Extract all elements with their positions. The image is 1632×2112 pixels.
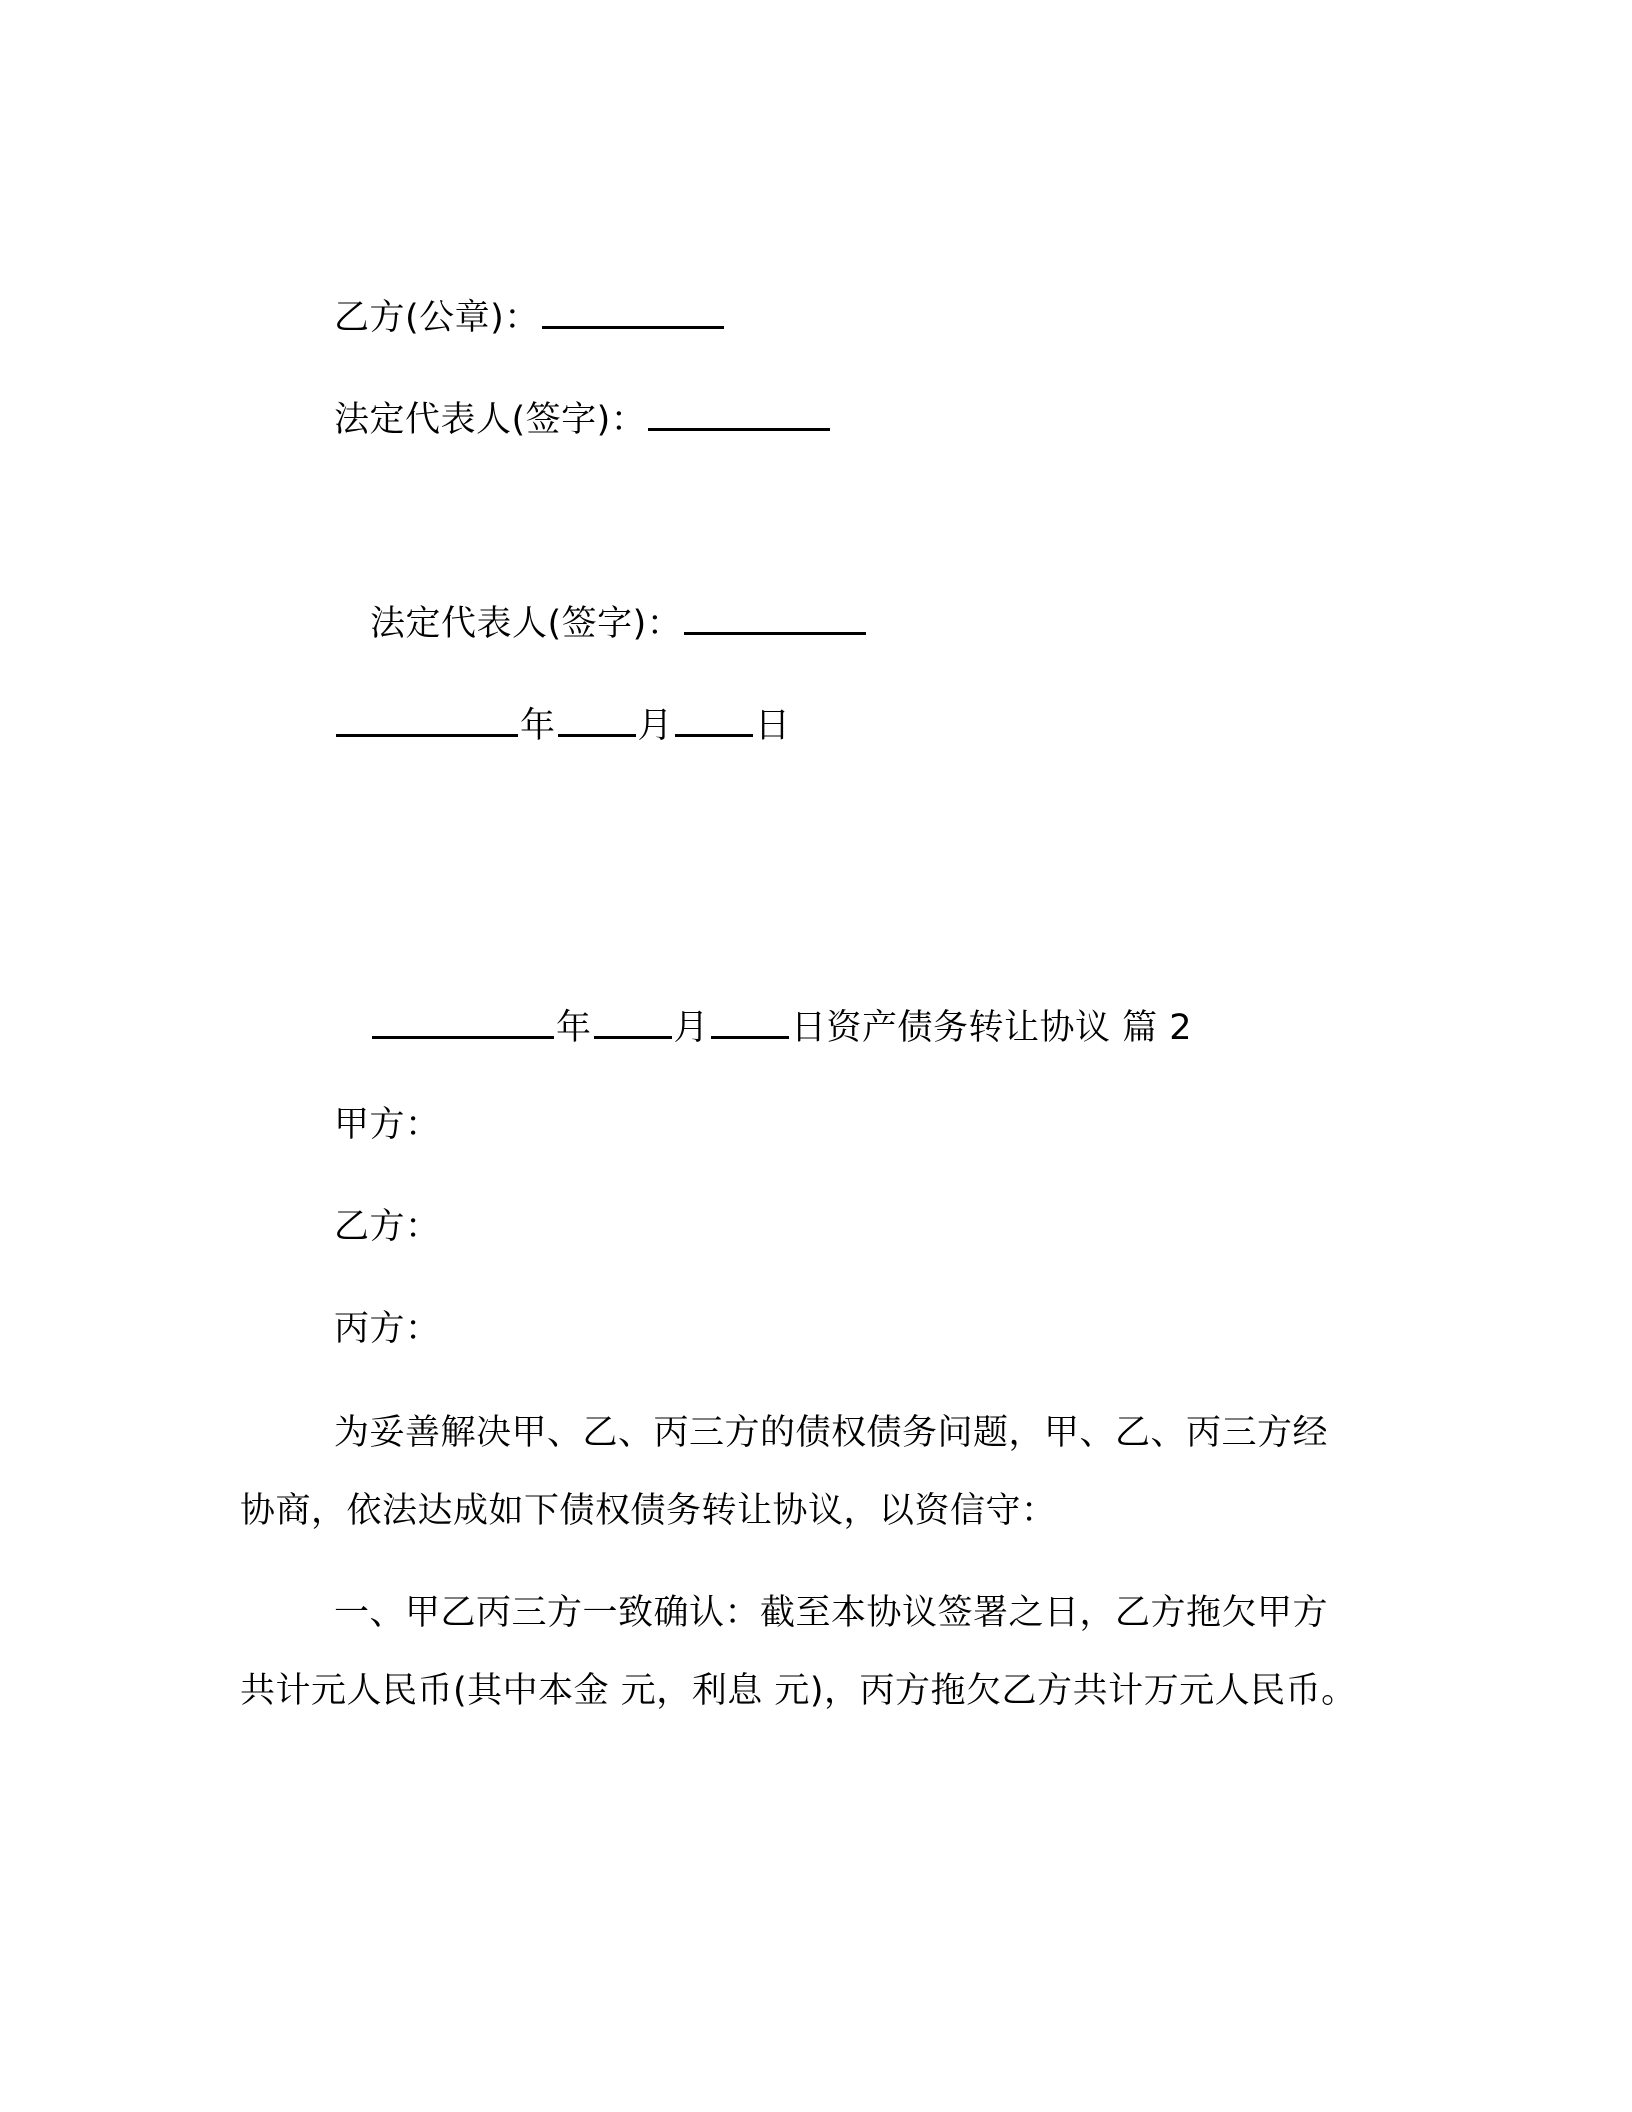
title-year-blank[interactable] (372, 1006, 554, 1039)
date-year-blank[interactable] (336, 704, 518, 737)
legal-rep-blank-2[interactable] (684, 602, 866, 635)
party-a-label: 甲方： (334, 1105, 441, 1145)
party-b-seal-blank[interactable] (542, 296, 724, 329)
legal-rep-blank-1[interactable] (648, 398, 830, 431)
title-month-blank[interactable] (594, 1006, 672, 1039)
preamble-text-1: 为妥善解决甲、乙、丙三方的债权债务问题，甲、乙、丙三方经 (334, 1413, 1329, 1453)
party-c-line (334, 1309, 441, 1349)
preamble-text-2: 协商，依法达成如下债权债务转让协议，以资信守： (240, 1491, 1057, 1531)
title-text: 日资产债务转让协议 篇 2 (791, 1008, 1193, 1048)
date-day-label: 日 (755, 706, 791, 746)
clause-1-line-2 (240, 1671, 1357, 1711)
legal-rep-signature-line-2 (370, 602, 868, 642)
date-day-blank[interactable] (675, 704, 753, 737)
party-b-line (334, 1207, 441, 1247)
legal-rep-signature-line-1 (334, 398, 832, 438)
title-month-label: 月 (673, 1008, 710, 1048)
date-year-label: 年 (520, 706, 556, 746)
party-b-seal-label: 乙方(公章)： (334, 298, 540, 338)
signature-date-line (334, 704, 791, 744)
party-b-seal-line (334, 296, 726, 336)
preamble-line-2 (240, 1491, 1057, 1531)
preamble-line-1 (334, 1413, 1329, 1453)
date-month-blank[interactable] (558, 704, 636, 737)
legal-rep-label-1: 法定代表人(签字)： (334, 400, 647, 440)
party-b-label: 乙方： (334, 1207, 441, 1247)
date-month-label: 月 (637, 706, 674, 746)
party-a-line (334, 1105, 441, 1145)
title-day-blank[interactable] (711, 1006, 789, 1039)
title-year-label: 年 (556, 1008, 592, 1048)
clause-1-line-1 (334, 1593, 1329, 1633)
clause-1-text-1: 一、甲乙丙三方一致确认：截至本协议签署之日，乙方拖欠甲方 (334, 1593, 1329, 1633)
legal-rep-label-2: 法定代表人(签字)： (370, 604, 683, 644)
party-c-label: 丙方： (334, 1309, 441, 1349)
clause-1-text-2: 共计元人民币(其中本金 元，利息 元)，丙方拖欠乙方共计万元人民币。 (240, 1671, 1357, 1711)
agreement-title (370, 1006, 1192, 1046)
